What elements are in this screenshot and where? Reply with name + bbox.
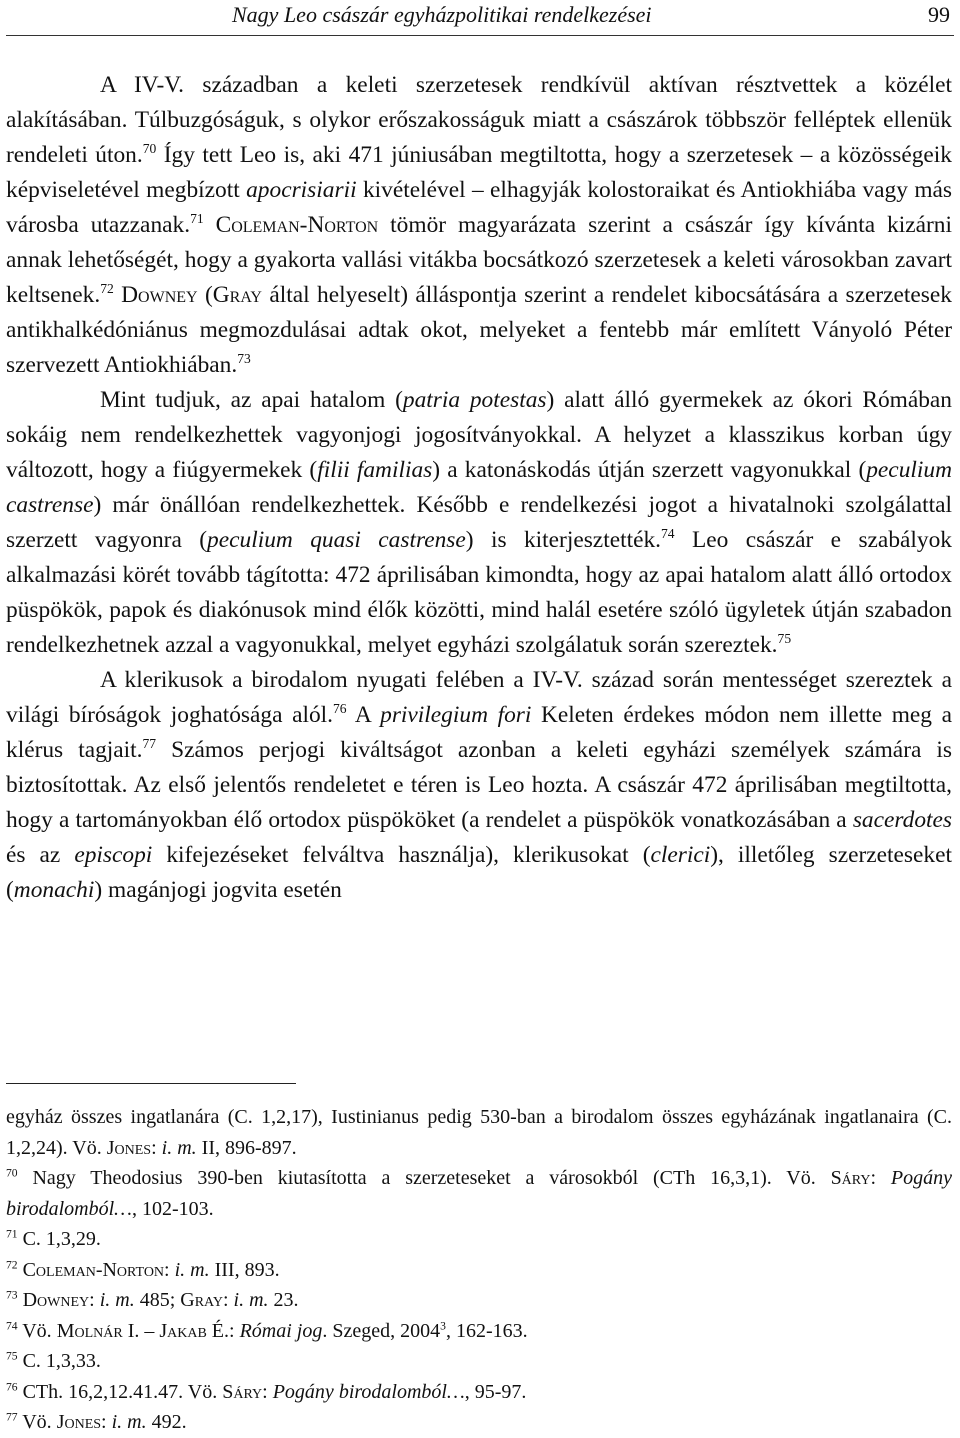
author-name: Downey — [121, 282, 198, 308]
footnote-ref-76[interactable]: 76 — [333, 701, 347, 717]
author-name: Coleman-Norton — [215, 212, 379, 238]
footnote-71: $^{71}$ C. 1,3,29. — [6, 1227, 101, 1250]
footnotes — [6, 1102, 952, 1438]
author-name: Gray — [212, 282, 262, 308]
footnote-continuation: egyház összes ingatlanára (C. 1,2,17), Iustinianus pedig 530-ban a birodalom összes egyházának ingatlanaira (C. 1,2,24). Vö. Jones: i. m. II, 896-897. — [6, 1106, 952, 1159]
paragraph-2: Mint tudjuk, az apai hatalom (patria potestas) alatt álló gyermekek az ókori Rómában sokáig nem rendelkezhettek vagyonjogi jogosítványokkal. A helyzet a klasszikus korban úgy változott, hogy a fiúgyermekek (filii familias) a katonáskodás útján szerzett vagyonukkal (peculium castrense) már önállóan rendelkezhettek. Később e rendelkezési jogot a hivatalnoki szolgálattal szerzett vagyonra (peculium quasi castrense) is kiterjesztették.$^{74}$ Leo császár e szabályok alkalmazási körét tovább tágította: 472 áprilisában kimondta, hogy az apai hatalom alatt álló ortodox püspökök, papok és diakónusok mind élők közötti, mind halál esetére szóló ügyletek útján szabadon rendelkezhetnek azzal a vagyonukkal, melyet egyházi szolgálatuk során szereztek.$^{75}$ — [6, 387, 952, 658]
footnote-76: $^{76}$ CTh. 16,2,12.41.47. Vö. Sáry: Pogány birodalomból…, 95-97. — [6, 1379, 527, 1403]
footnote-77: $^{77}$ Vö. Jones: i. m. 492. — [6, 1410, 187, 1433]
footnote-ref-72[interactable]: 72 — [100, 281, 114, 297]
footnote-ref-70[interactable]: 70 — [142, 141, 157, 157]
footnote-ref-77[interactable]: 77 — [142, 736, 157, 752]
page-number: 99 — [928, 2, 950, 27]
footnote-ref-71[interactable]: 71 — [190, 211, 204, 227]
footnote-ref-74[interactable]: 74 — [661, 526, 675, 542]
paragraph-3: A klerikusok a birodalom nyugati felében a IV-V. század során mentességet szereztek a világi bíróságok joghatósága alól.$^{76}$ A privilegium fori Keleten érdekes módon nem illette meg a klérus tagjait.$^{77}$ Számos perjogi kiváltságot azonban a keleti egyházi személyek számára is biztosítottak. Az első jelentős rendeletet e téren is Leo hozta. A császár 472 áprilisában megtiltotta, hogy a tartományokban élő ortodox püspököket (a rendelet a püspökök vonatkozásában a sacerdotes és az episcopi kifejezéseket felváltva használja), klerikusokat (clerici), illetőleg szerzeteseket (monachi) magánjogi jogvita esetén — [6, 667, 952, 903]
header-title: Nagy Leo császár egyházpolitikai rendelkezései — [232, 2, 652, 27]
paragraph-1: A IV-V. században a keleti szerzetesek rendkívül aktívan résztvettek a közélet alakításában. Túlbuzgóságuk, s olykor erőszakosságuk miatt a császárok többször felléptek ellenük rendeleti úton.$^{70}$ Így tett Leo is, aki 471 júniusában megtiltotta, hogy a szerzetesek – a közösségeik képviseletével megbízott apocrisiarii kivételével – elhagyják kolostoraikat és Antiokhiába vagy más városba utazzanak.$^{71}$ Coleman-Norton tömör magyarázata szerint a császár így kívánta kizárni annak lehetőségét, hogy a gyakorta vallási vitákba bocsátkozó szerzetesek a keleti városokban zavart keltsenek.$^{72}$ Downey (Gray által helyeselt) álláspontja szerint a rendelet kibocsátására a szerzetesek antikhalkédóniánus megmozdulásai adtak okot, melyeket a fentebb már említett Ványoló Péter szervezett Antiokhiában.$^{73}$ — [6, 72, 952, 378]
running-header — [0, 2, 950, 28]
footnote-72: $^{72}$ Coleman-Norton: i. m. III, 893. — [6, 1257, 280, 1281]
footnote-75: $^{75}$ C. 1,3,33. — [6, 1349, 101, 1372]
footnote-70: $^{70}$ Nagy Theodosius 390-ben kiutasította a szerzeteseket a városokból (CTh 16,3,1). Vö. Sáry: Pogány birodalomból…, 102-103. — [6, 1166, 952, 1220]
footnote-ref-75[interactable]: 75 — [777, 631, 792, 647]
header-rule — [6, 35, 954, 36]
footnote-74: $^{74}$ Vö. Molnár I. – Jakab É.: Római jog. Szeged, 2004$^3$, 162-163. — [6, 1318, 528, 1342]
main-text — [6, 68, 952, 908]
footnote-ref-73[interactable]: 73 — [237, 351, 251, 367]
footnote-separator — [6, 1083, 296, 1084]
footnote-73: $^{73}$ Downey: i. m. 485; Gray: i. m. 23. — [6, 1288, 299, 1311]
